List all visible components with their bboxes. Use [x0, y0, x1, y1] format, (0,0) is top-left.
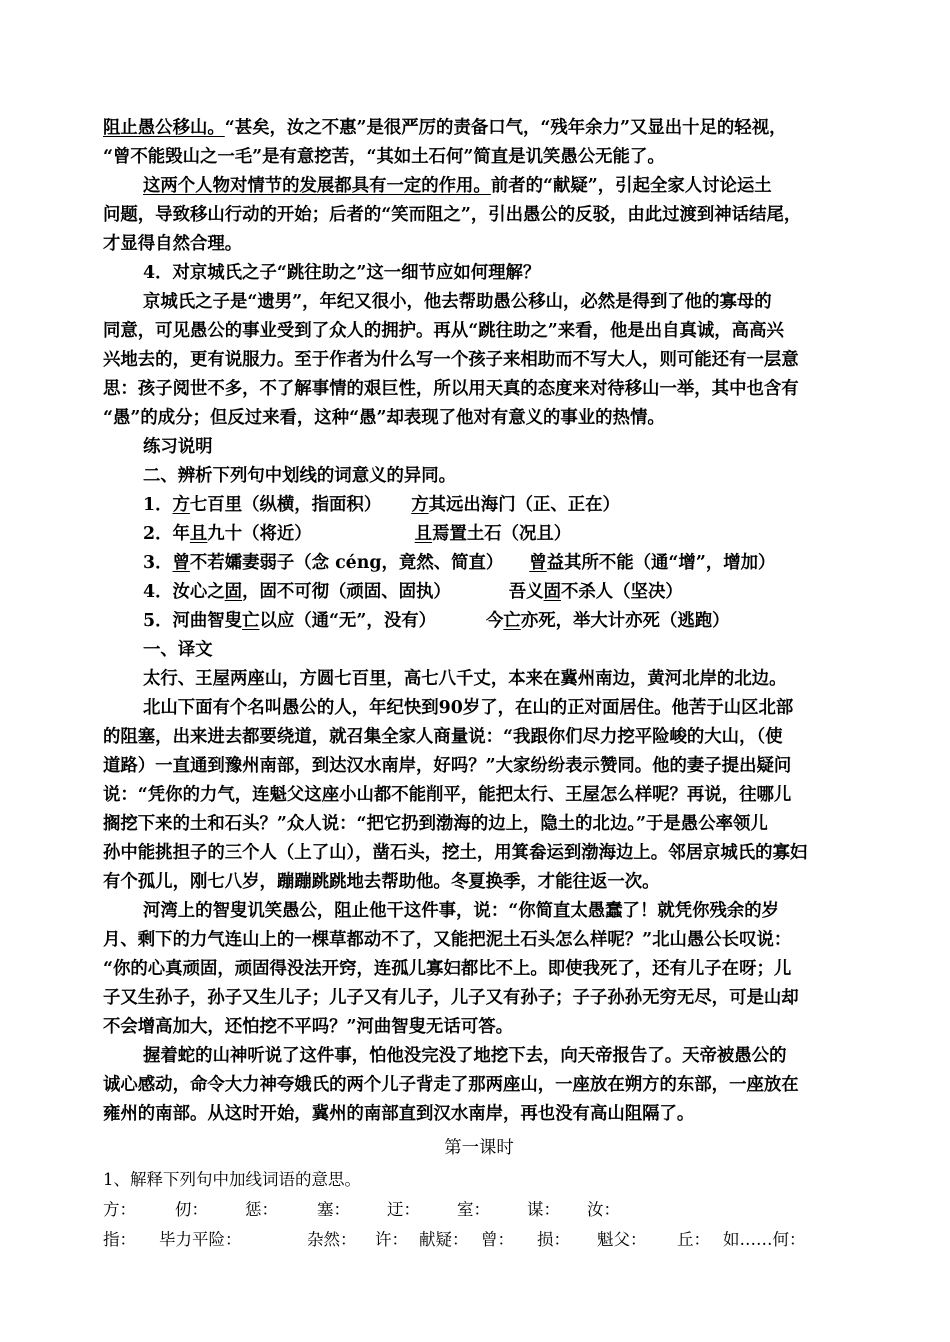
text-span: 吾义: [508, 582, 544, 602]
text-line: 同意，可见愚公的事业受到了众人的拥护。再从“跳往助之”来看，他是出自真诚，高高兴: [103, 321, 784, 341]
word-cell: 惩：: [245, 1200, 278, 1219]
word-cell: 许：: [375, 1230, 408, 1249]
word-cell: 方：: [103, 1200, 136, 1219]
word-cell: 丘：: [677, 1230, 710, 1249]
section-heading: 练习说明: [143, 437, 213, 457]
text-line: 握着蛇的山神听说了这件事，怕他没完没了地挖下去，向天帝报告了。天帝被愚公的: [143, 1046, 787, 1066]
pair-row: [103, 491, 855, 520]
underlined-word: 固: [543, 582, 561, 602]
text-span: 不若孀妻弱子（念 céng，竟然、简直）: [189, 553, 504, 573]
text-span: 其远出海门（正、正在）: [428, 495, 620, 515]
text-line: 不会增高加大，还怕挖不平吗？”河曲智叟无话可答。: [103, 1017, 513, 1037]
text-line: 北山下面有个名叫愚公的人，年纪快到90岁了，在山的正对面居住。他苦于山区北部: [143, 698, 794, 718]
underlined-word: 且: [414, 524, 433, 544]
text-line: 说：“凭你的力气，连魁父这座小山都不能削平，能把太行、王屋怎么样呢？再说，往哪儿: [103, 785, 792, 805]
text-line: [103, 114, 855, 143]
word-cell: 仞：: [175, 1200, 208, 1219]
word-cell: 迂：: [387, 1200, 420, 1219]
underlined-word: 亡: [503, 611, 521, 631]
underlined-phrase: 阻止愚公移山。: [103, 118, 225, 138]
text-line: 诚心感动，命令大力神夸娥氏的两个儿子背走了那两座山，一座放在朔方的东部，一座放在: [103, 1075, 799, 1095]
text-span: 不杀人（坚决）: [560, 582, 683, 602]
underlined-word: 方: [411, 495, 429, 515]
underlined-word: 方: [172, 495, 190, 515]
underlined-word: 曾: [529, 553, 547, 573]
pair-row: [103, 607, 855, 636]
underlined-word: 且: [189, 524, 208, 544]
text-span: “甚矣，汝之不惠”是很严厉的责备口气，“残年余力”又显出十足的轻视，: [224, 118, 787, 138]
text-line: “曾不能毁山之一毛”是有意挖苦，“其如土石何”简直是讥笑愚公无能了。: [103, 147, 665, 167]
word-cell: 谋：: [527, 1200, 560, 1219]
text-span: 益其所不能（通“增”，增加）: [546, 553, 776, 573]
document-page: [103, 114, 855, 1255]
section-heading: 一、译文: [143, 640, 213, 660]
word-row-1: [103, 1195, 855, 1225]
word-cell: 曾：: [481, 1230, 514, 1249]
underlined-word: 曾: [172, 553, 190, 573]
text-line: 月、剩下的力气连山上的一棵草都动不了，又能把泥土石头怎么样呢？”北山愚公长叹说：: [103, 930, 792, 950]
word-cell: 杂然：: [307, 1230, 357, 1249]
pair-row: [103, 549, 855, 578]
word-cell: 指：: [103, 1230, 136, 1249]
lesson-title: 第一课时: [444, 1138, 514, 1158]
pair-row: [103, 578, 855, 607]
text-line: 孙中能挑担子的三个人（上了山），凿石头，挖土，用箕畚运到渤海边上。邻居京城氏的寡妇: [103, 843, 808, 863]
text-line: 才显得自然合理。: [103, 234, 243, 254]
word-cell: 献疑：: [419, 1230, 469, 1249]
word-cell: 室：: [457, 1200, 490, 1219]
text-line: 有个孤儿，刚七八岁，蹦蹦跳跳地去帮助他。冬夏换季，才能往返一次。: [103, 872, 660, 892]
question-4: 4．对京城氏之子“跳往助之”这一细节应如何理解？: [143, 263, 541, 283]
text-span: 亦死，举大计亦死（逃跑）: [520, 611, 730, 631]
text-line: [103, 172, 855, 201]
text-line: 兴地去的，更有说服力。至于作者为什么写一个孩子来相助而不写大人，则可能还有一层意: [103, 350, 799, 370]
word-cell: 毕力平险：: [159, 1230, 242, 1249]
text-line: 道路）一直通到豫州南部，到达汉水南岸，好吗？”大家纷纷表示赞同。他的妻子提出疑问: [103, 756, 792, 776]
text-span: 焉置土石（况且）: [432, 524, 572, 544]
word-row-2: [103, 1225, 855, 1255]
text-line: “愚”的成分；但反过来看，这种“愚”却表现了他对有意义的事业的热情。: [103, 408, 665, 428]
exercise-instruction: 二、辨析下列句中划线的词意义的异同。: [143, 466, 457, 486]
pair-number: 5．河曲智叟: [143, 611, 243, 631]
text-span: 九十（将近）: [207, 524, 312, 544]
pair-number: 1．: [143, 495, 173, 515]
word-cell: 塞：: [317, 1200, 350, 1219]
underlined-word: 固: [224, 582, 243, 602]
text-line: 子又生孙子，孙子又生儿子；儿子又有儿子，儿子又有孙子；子子孙孙无穷无尽，可是山却: [103, 988, 799, 1008]
text-span: ，固不可彻（顽固、固执）: [242, 582, 451, 602]
text-line: 河湾上的智叟讥笑愚公，阻止他干这件事，说：“你简直太愚蠢了！就凭你残余的岁: [143, 901, 780, 921]
text-line: 问题，导致移山行动的开始；后者的“笑而阻之”，引出愚公的反驳，由此过渡到神话结尾，: [103, 205, 802, 225]
word-cell: 如……何：: [723, 1230, 806, 1249]
text-line: 搁挖下来的土和石头？”众人说：“把它扔到渤海的边上，隐土的北边。”于是愚公率领儿: [103, 814, 768, 834]
word-cell: 魁父：: [597, 1230, 647, 1249]
text-line: 的阻塞，出来进去都要绕道，就召集全家人商量说：“我跟你们尽力挖平险峻的大山，（使: [103, 727, 783, 747]
exercise-1-instruction: 1、解释下列句中加线词语的意思。: [103, 1170, 361, 1189]
text-span: 前者的“献疑”，引起全家人讨论运土: [490, 176, 772, 196]
text-span: 今: [486, 611, 504, 631]
pair-number: 3．: [143, 553, 173, 573]
text-line: 太行、王屋两座山，方圆七百里，高七八千丈，本来在冀州南边，黄河北岸的北边。: [143, 669, 787, 689]
word-cell: 汝：: [587, 1200, 620, 1219]
underlined-word: 亡: [242, 611, 260, 631]
text-line: 京城氏之子是“遗男”，年纪又很小，他去帮助愚公移山，必然是得到了他的寡母的: [143, 292, 772, 312]
pair-number: 4．汝心之: [143, 582, 225, 602]
word-cell: 损：: [537, 1230, 570, 1249]
text-span: 以应（通“无”，没有）: [259, 611, 436, 631]
text-span: 七百里（纵横，指面积）: [189, 495, 382, 515]
pair-row: [103, 520, 855, 549]
text-line: 雍州的南部。从这时开始，冀州的南部直到汉水南岸，再也没有高山阻隔了。: [103, 1104, 695, 1124]
pair-number: 2．年: [143, 524, 190, 544]
underlined-phrase: 这两个人物对情节的发展都具有一定的作用。: [143, 176, 491, 196]
text-line: 思：孩子阅世不多，不了解事情的艰巨性，所以用天真的态度来对待移山一举，其中也含有: [103, 379, 799, 399]
text-line: “你的心真顽固，顽固得没法开窍，连孤儿寡妇都比不上。即使我死了，还有儿子在呀；儿: [103, 959, 792, 979]
